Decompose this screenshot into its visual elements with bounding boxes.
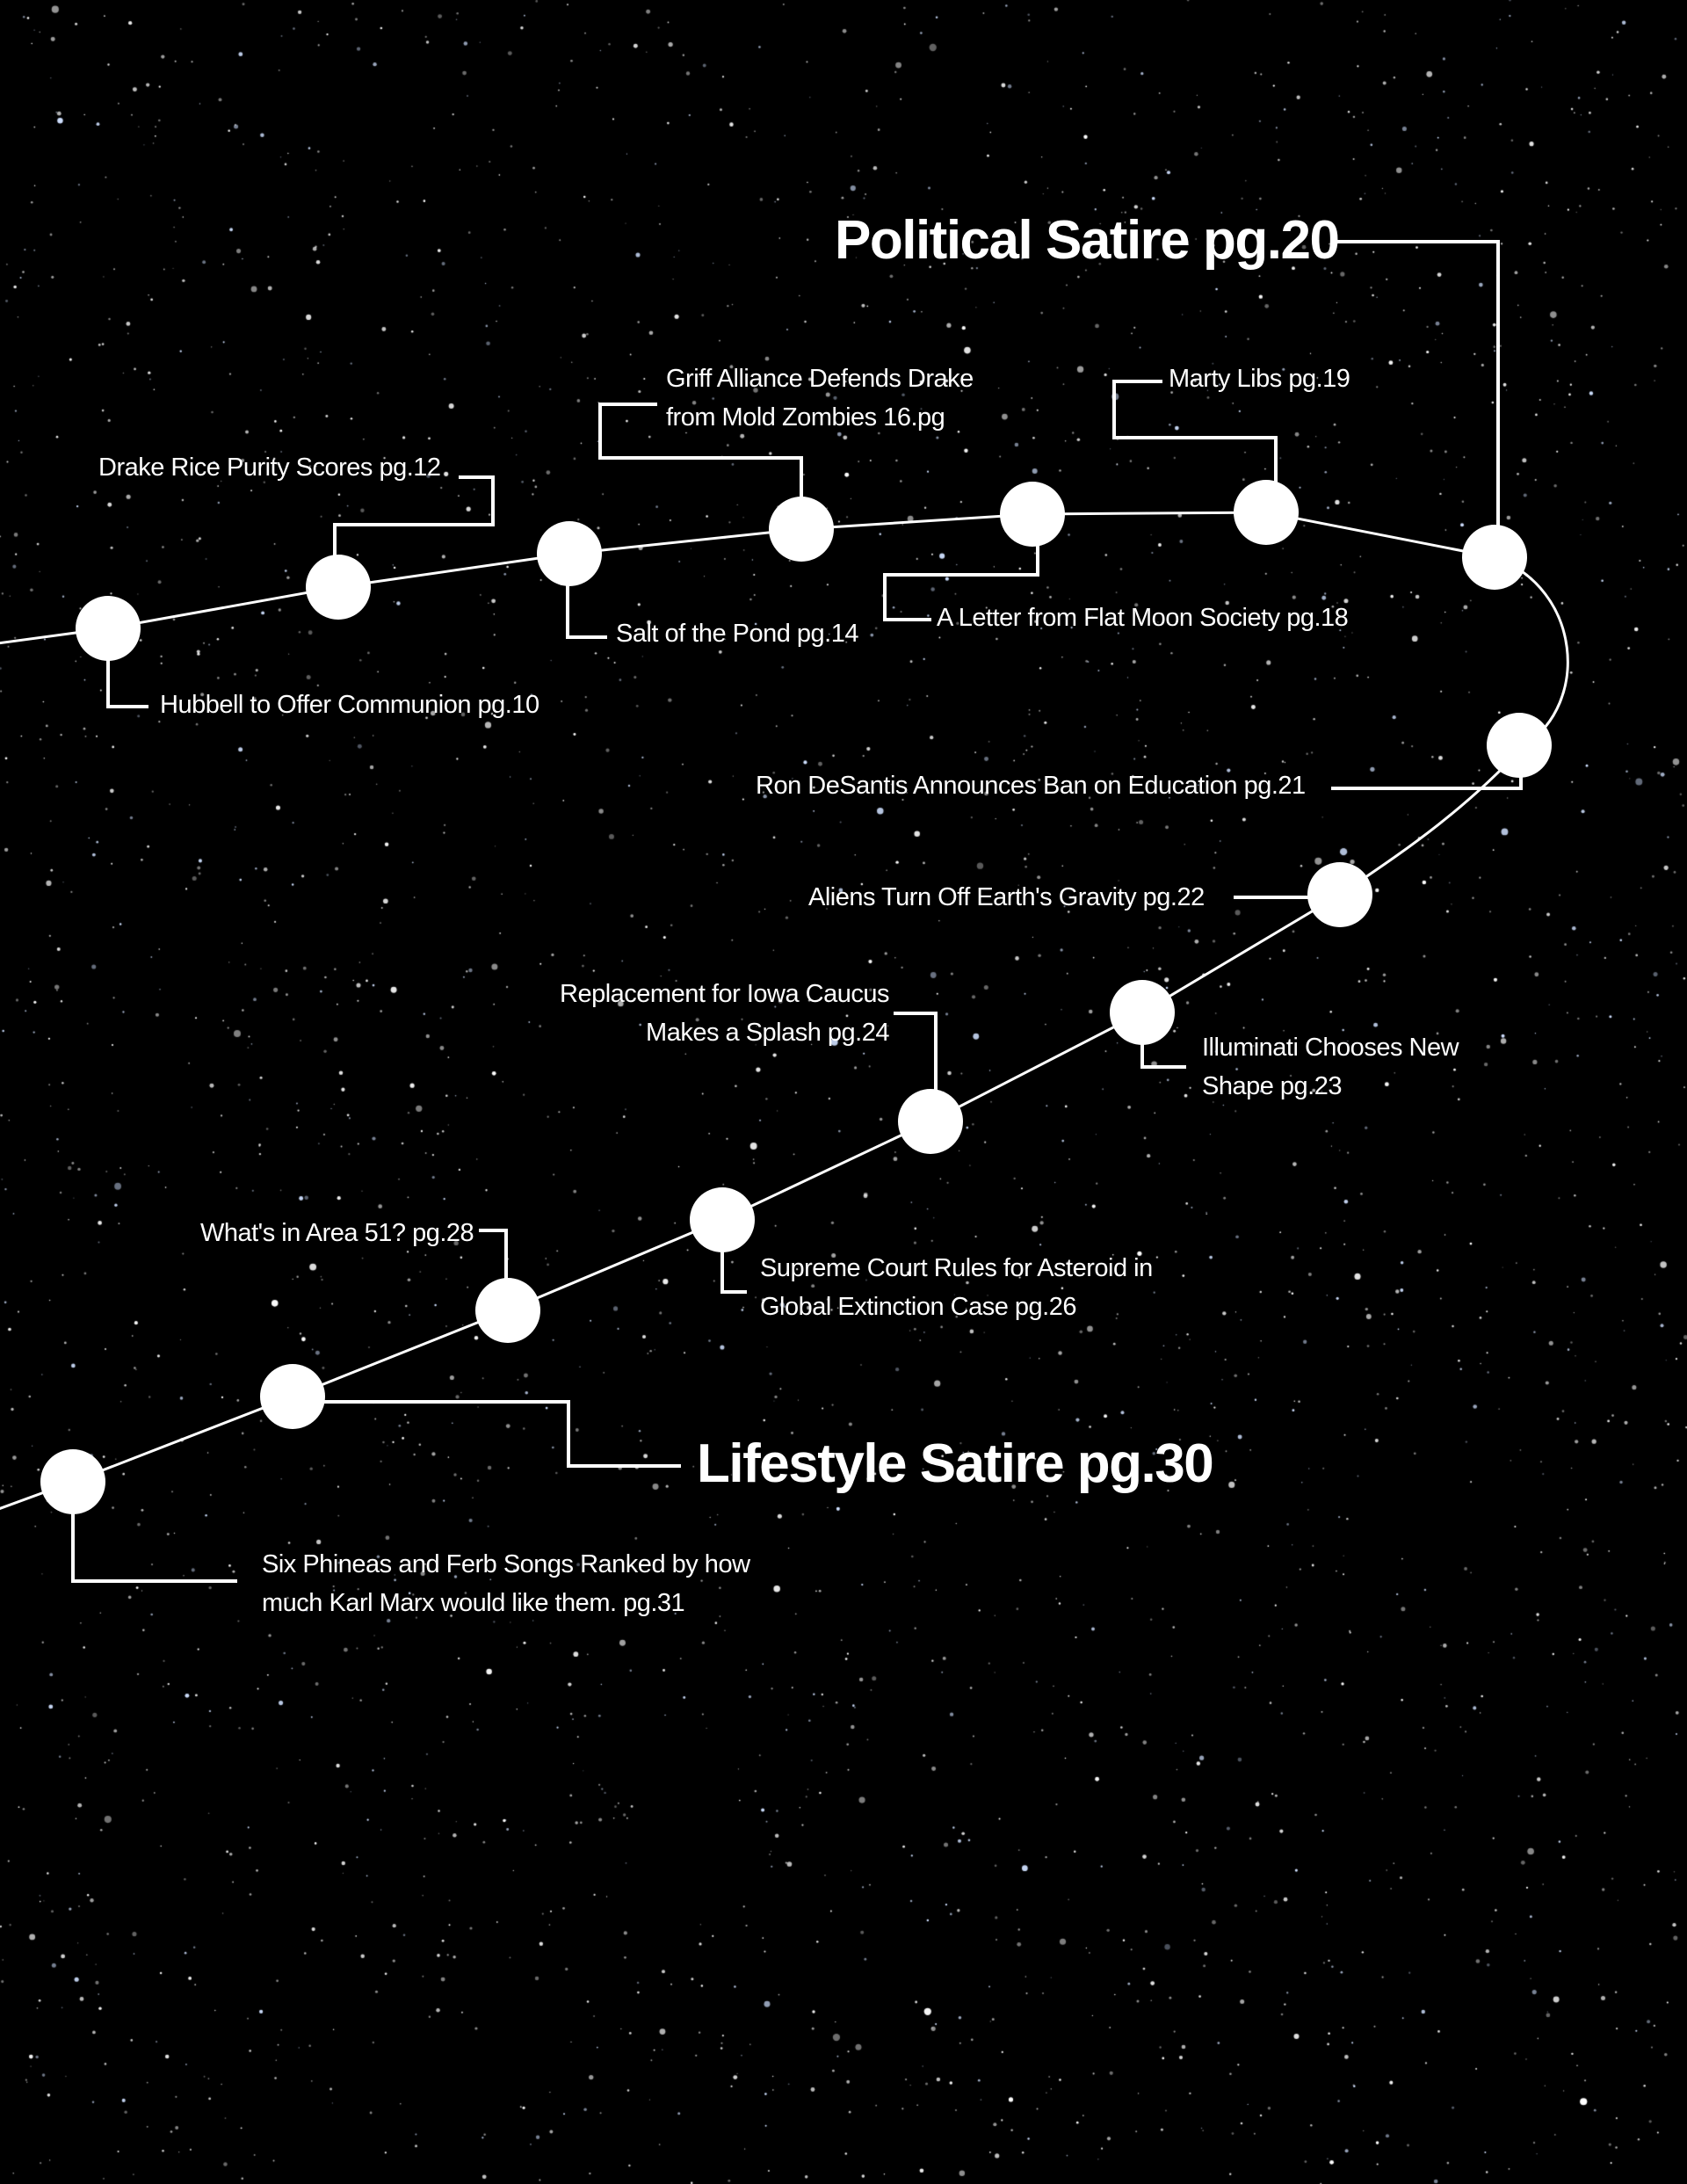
article-title-line: from Mold Zombies 16.pg <box>666 403 945 432</box>
node-iowa[interactable] <box>898 1089 963 1154</box>
article-title-line: Ron DeSantis Announces Ban on Education pg.21 <box>756 772 1306 800</box>
article-label-aliens[interactable] <box>808 879 1205 918</box>
article-title-line: What's in Area 51? pg.28 <box>200 1219 474 1247</box>
article-label-area51[interactable] <box>200 1215 474 1253</box>
article-label-drake-rice[interactable] <box>98 449 441 488</box>
section-heading-lifestyle[interactable]: Lifestyle Satire pg.30 <box>697 1433 1213 1494</box>
article-label-desantis[interactable] <box>756 767 1306 806</box>
node-marty[interactable] <box>1234 480 1299 545</box>
article-label-salt[interactable] <box>616 615 858 654</box>
section-heading-political[interactable]: Political Satire pg.20 <box>835 210 1339 271</box>
node-illuminati[interactable] <box>1110 980 1175 1045</box>
article-title-line: Supreme Court Rules for Asteroid in <box>760 1254 1153 1282</box>
node-supreme-court[interactable] <box>690 1187 755 1252</box>
article-title-line: Hubbell to Offer Communion pg.10 <box>160 691 539 719</box>
node-griff[interactable] <box>769 497 834 562</box>
article-title-line: Marty Libs pg.19 <box>1169 365 1350 393</box>
article-label-hubbell[interactable] <box>160 686 539 725</box>
article-label-marty[interactable] <box>1169 360 1350 399</box>
article-title-line: Aliens Turn Off Earth's Gravity pg.22 <box>808 883 1205 911</box>
article-title-line: Replacement for Iowa Caucus <box>560 980 889 1008</box>
article-title-line: much Karl Marx would like them. pg.31 <box>262 1588 685 1617</box>
article-label-phineas[interactable] <box>262 1546 750 1622</box>
node-desantis[interactable] <box>1487 713 1552 778</box>
article-title-line: Salt of the Pond pg.14 <box>616 620 858 648</box>
connector-lifestyle <box>293 1402 681 1466</box>
article-title-line: Griff Alliance Defends Drake <box>666 365 974 393</box>
article-label-illuminati[interactable] <box>1202 1029 1459 1106</box>
node-salt[interactable] <box>537 521 602 586</box>
node-political-satire[interactable] <box>1462 525 1527 590</box>
connector-political-satire <box>1334 242 1498 557</box>
node-area51[interactable] <box>475 1278 540 1343</box>
node-aliens[interactable] <box>1307 862 1372 927</box>
article-title-line: Six Phineas and Ferb Songs Ranked by how <box>262 1550 750 1578</box>
article-label-flat-moon[interactable] <box>937 599 1348 638</box>
article-label-iowa[interactable] <box>560 976 889 1052</box>
article-title-line: A Letter from Flat Moon Society pg.18 <box>937 604 1349 632</box>
node-hubbell[interactable] <box>76 596 141 661</box>
node-drake-rice[interactable] <box>306 555 371 620</box>
article-title-line: Global Extinction Case pg.26 <box>760 1292 1076 1321</box>
node-lifestyle-satire[interactable] <box>260 1364 325 1429</box>
article-title-line: Shape pg.23 <box>1202 1071 1342 1100</box>
node-phineas[interactable] <box>40 1449 105 1514</box>
node-flat-moon[interactable] <box>1000 482 1065 547</box>
article-label-griff[interactable] <box>666 360 974 437</box>
article-title-line: Illuminati Chooses New <box>1202 1034 1459 1062</box>
article-title-line: Drake Rice Purity Scores pg.12 <box>98 453 441 482</box>
article-label-supreme-court[interactable] <box>760 1250 1153 1326</box>
article-title-line: Makes a Splash pg.24 <box>646 1018 889 1047</box>
